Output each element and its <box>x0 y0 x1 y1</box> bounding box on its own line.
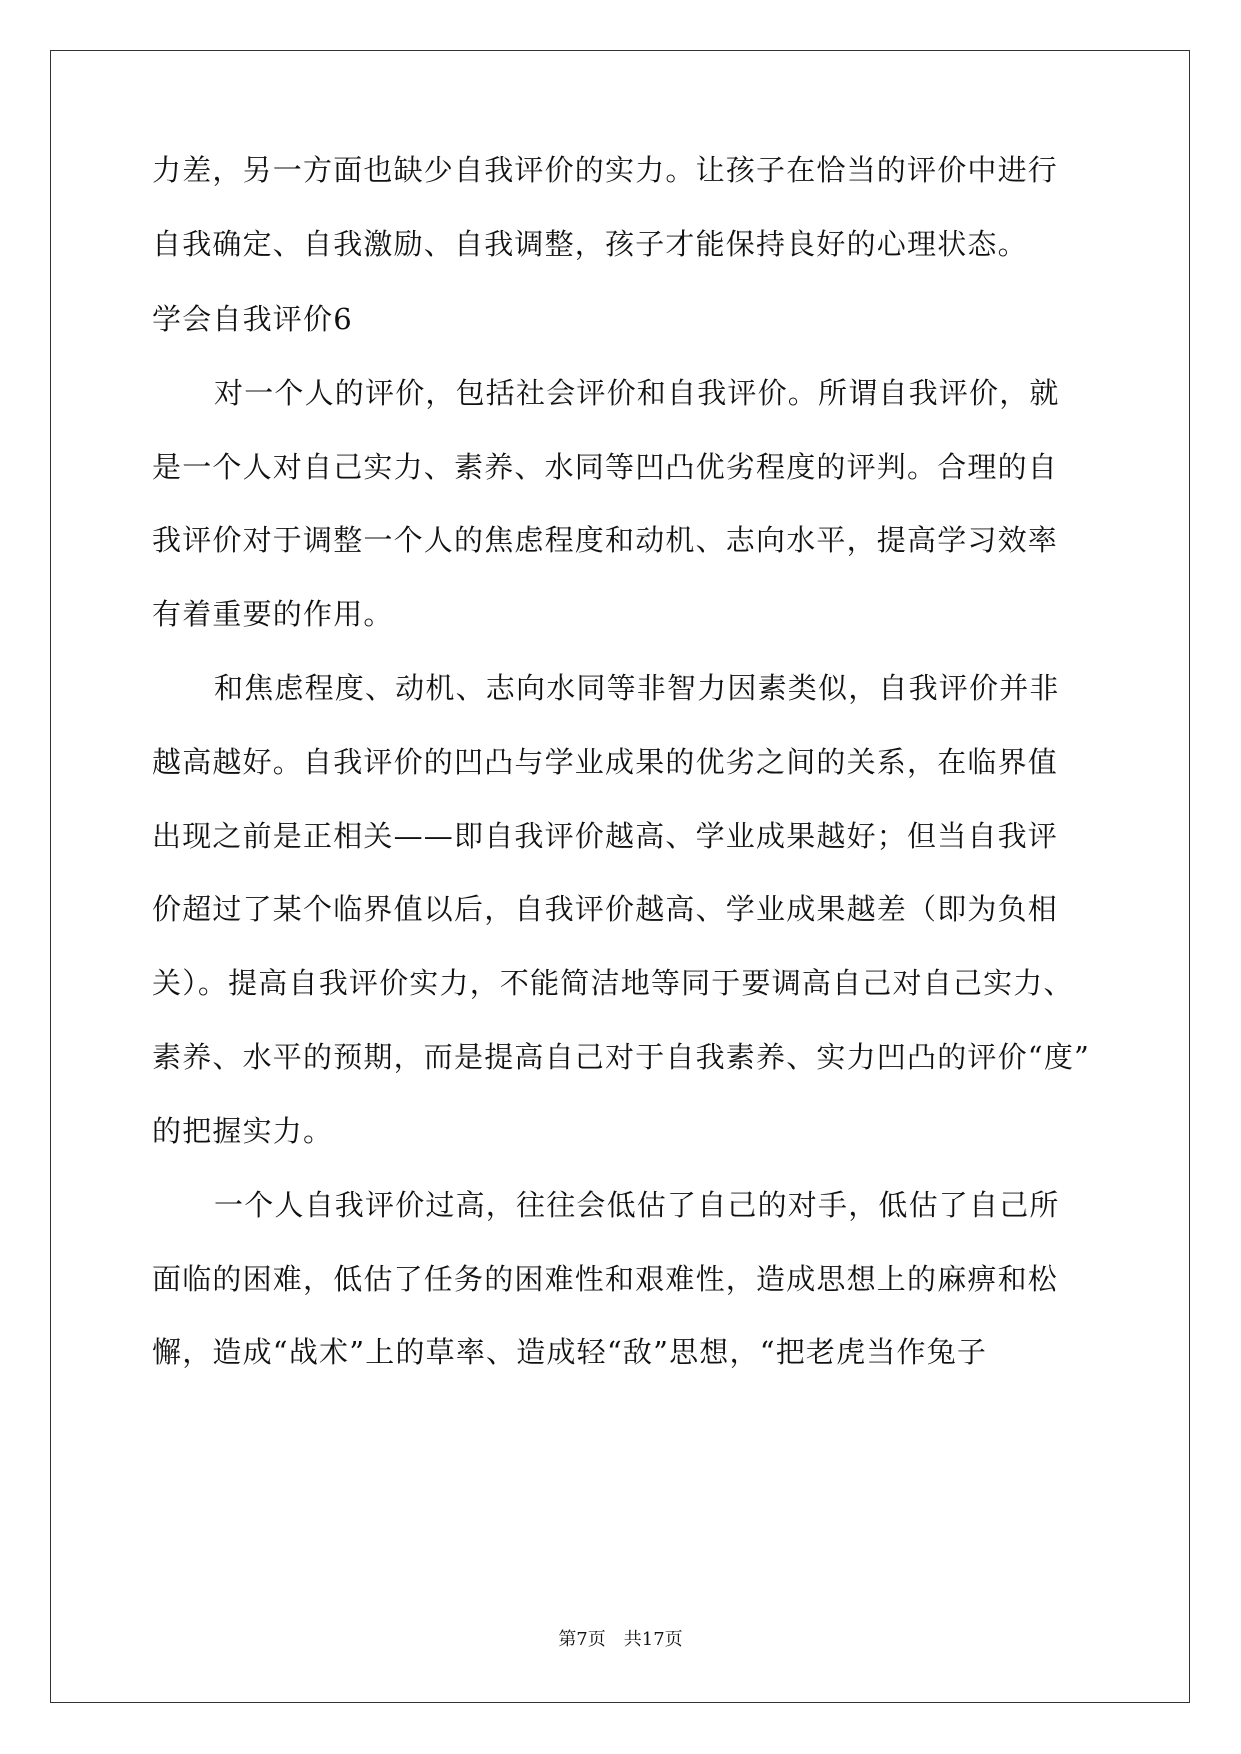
body-text-line: 越高越好。自我评价的凹凸与学业成果的优劣之间的关系，在临界值 <box>152 745 1059 779</box>
body-text-line: 面临的困难，低估了任务的困难性和艰难性，造成思想上的麻痹和松 <box>152 1262 1059 1296</box>
body-text-line: 出现之前是正相关——即自我评价越高、学业成果越好；但当自我评 <box>152 819 1059 853</box>
body-text-line: 价超过了某个临界值以后，自我评价越高、学业成果越差（即为负相 <box>152 892 1059 926</box>
paragraph-first-line: 对一个人的评价，包括社会评价和自我评价。所谓自我评价，就 <box>214 376 1060 410</box>
body-text-line: 是一个人对自己实力、素养、水同等凹凸优劣程度的评判。合理的自 <box>152 450 1059 484</box>
body-text-line: 力差，另一方面也缺少自我评价的实力。让孩子在恰当的评价中进行 <box>152 153 1059 187</box>
body-text-line: 懈，造成“战术”上的草率、造成轻“敌”思想，“把老虎当作兔子 <box>152 1335 988 1369</box>
body-text-line: 自我确定、自我激励、自我调整，孩子才能保持良好的心理状态。 <box>152 227 1028 261</box>
paragraph-first-line: 和焦虑程度、动机、志向水同等非智力因素类似，自我评价并非 <box>214 671 1060 705</box>
section-heading: 学会自我评价6 <box>152 302 353 336</box>
page-border <box>50 50 1190 1703</box>
body-text-line: 关）。提高自我评价实力，不能简洁地等同于要调高自己对自己实力、 <box>152 966 1074 1000</box>
page-number-footer: 第7页 共17页 <box>558 1629 683 1650</box>
body-text-line: 的把握实力。 <box>152 1114 334 1148</box>
body-text-line: 素养、水平的预期，而是提高自己对于自我素养、实力凹凸的评价“度” <box>152 1040 1091 1074</box>
paragraph-first-line: 一个人自我评价过高，往往会低估了自己的对手，低估了自己所 <box>214 1188 1060 1222</box>
body-text-line: 我评价对于调整一个人的焦虑程度和动机、志向水平，提高学习效率 <box>152 523 1059 557</box>
body-text-line: 有着重要的作用。 <box>152 597 394 631</box>
